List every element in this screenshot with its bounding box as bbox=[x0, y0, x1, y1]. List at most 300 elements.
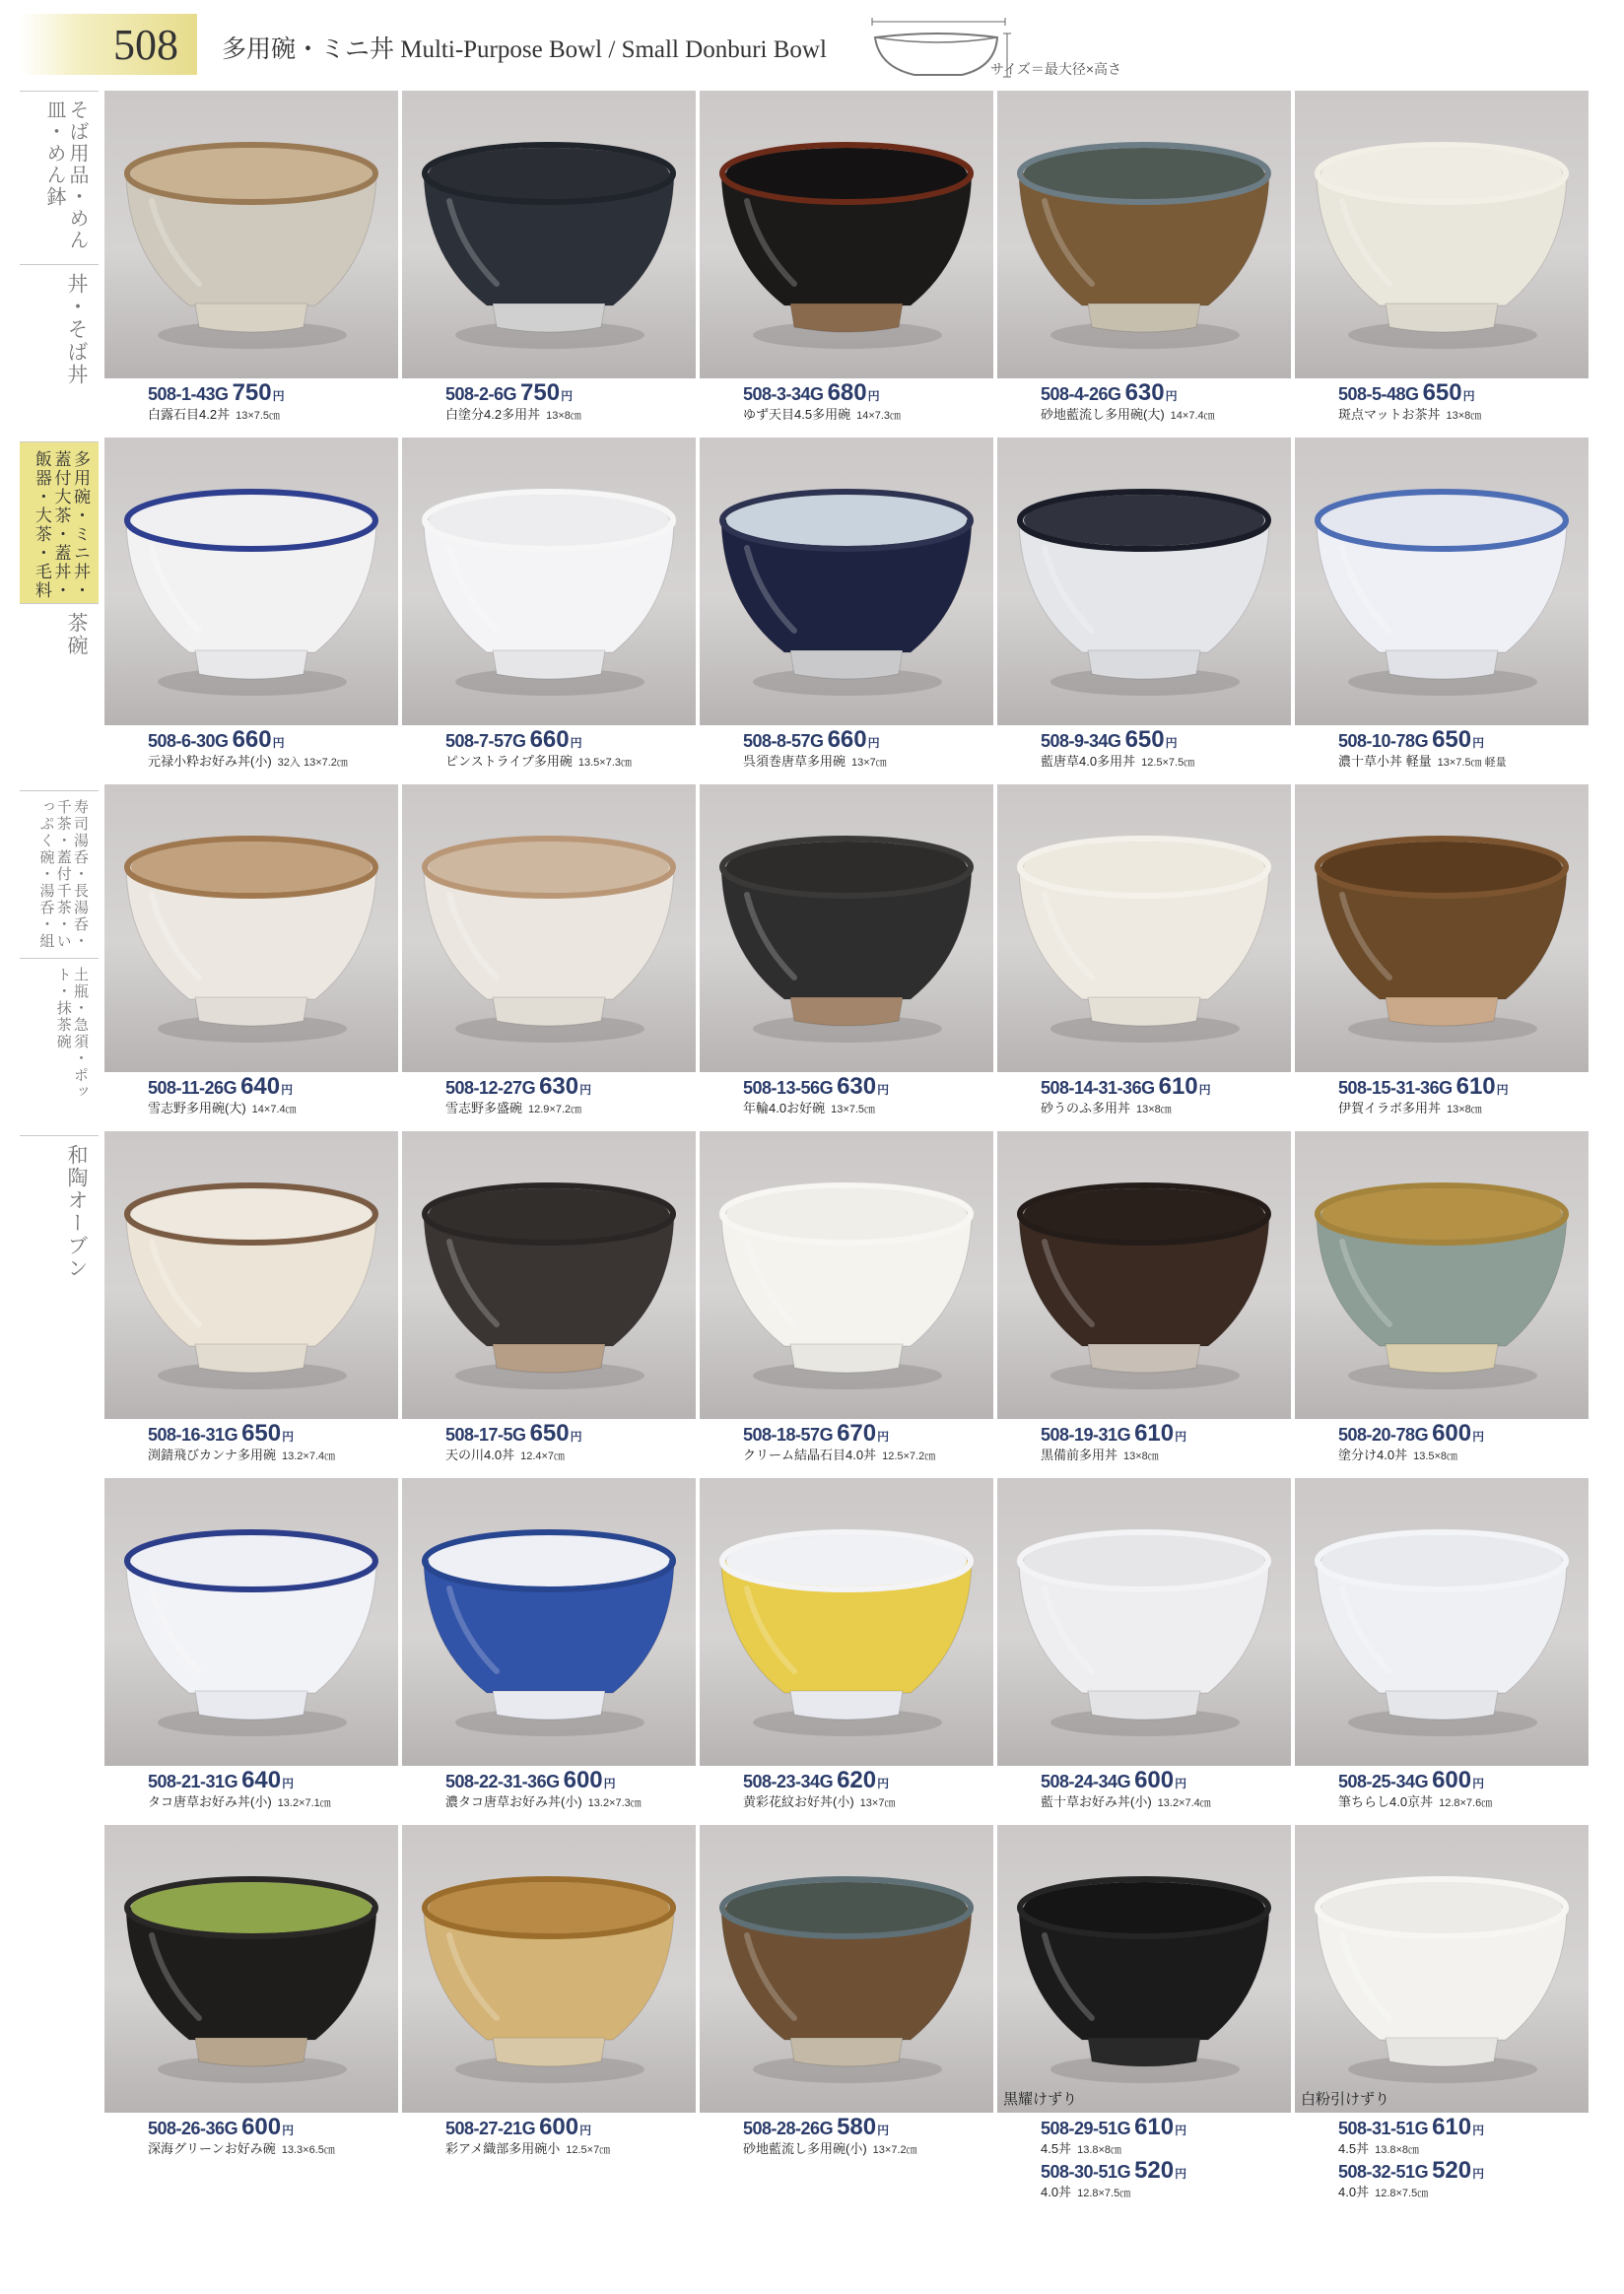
side-index bbox=[20, 91, 99, 1313]
bowl-foot bbox=[1386, 1691, 1498, 1720]
product-price: 750 bbox=[232, 379, 272, 406]
product-size: 14×7.3㎝ bbox=[856, 410, 902, 422]
product-caption bbox=[743, 1767, 993, 1811]
product-name-size bbox=[148, 1101, 398, 1117]
product-card[interactable] bbox=[104, 438, 398, 784]
product-code: 508-12-27G bbox=[445, 1078, 536, 1098]
product-name: 4.0丼 bbox=[1041, 2185, 1072, 2199]
product-card[interactable] bbox=[1295, 1478, 1589, 1825]
product-card[interactable] bbox=[402, 1131, 696, 1478]
yen-mark: 円 bbox=[1472, 1777, 1485, 1790]
product-code-price bbox=[743, 1420, 993, 1448]
bowl-interior bbox=[726, 148, 967, 199]
bowl-illustration bbox=[700, 1131, 993, 1419]
product-code: 508-1-43G bbox=[148, 384, 229, 404]
bowl-illustration bbox=[700, 1825, 993, 2113]
product-code-price bbox=[445, 726, 696, 754]
product-photo bbox=[997, 438, 1291, 725]
product-caption bbox=[1041, 2114, 1291, 2201]
page-number: 508 bbox=[113, 21, 178, 69]
product-code: 508-9-34G bbox=[1041, 731, 1121, 751]
product-caption bbox=[445, 1420, 696, 1464]
product-card[interactable] bbox=[1295, 1825, 1589, 2199]
product-card[interactable] bbox=[700, 438, 993, 784]
product-photo bbox=[104, 784, 398, 1072]
bowl-illustration bbox=[1295, 1131, 1589, 1419]
yen-mark: 円 bbox=[1198, 1083, 1211, 1097]
bowl-illustration bbox=[402, 438, 696, 725]
product-photo bbox=[402, 91, 696, 378]
bowl-interior bbox=[726, 842, 967, 893]
bowl-interior bbox=[726, 1535, 967, 1586]
product-code-price bbox=[1041, 379, 1291, 407]
product-photo bbox=[1295, 1478, 1589, 1766]
product-card[interactable] bbox=[104, 1478, 398, 1825]
product-code: 508-20-78G bbox=[1338, 1425, 1429, 1445]
product-photo bbox=[104, 91, 398, 378]
product-name: 濃十草小丼 軽量 bbox=[1338, 754, 1432, 769]
product-name: 4.5丼 bbox=[1338, 2141, 1370, 2156]
product-size: 13.5×7.3㎝ bbox=[577, 757, 632, 769]
yen-mark: 円 bbox=[867, 389, 880, 403]
product-card[interactable] bbox=[402, 91, 696, 438]
yen-mark: 円 bbox=[867, 736, 880, 750]
product-name-size bbox=[148, 2141, 398, 2158]
bowl-illustration bbox=[402, 1825, 696, 2113]
bowl-illustration bbox=[997, 1131, 1291, 1419]
bowl-interior bbox=[131, 148, 372, 199]
product-name: 彩アメ織部多用碗小 bbox=[445, 2141, 561, 2156]
bowl-illustration bbox=[700, 784, 993, 1072]
product-name: 元禄小粋お好み丼(小) bbox=[148, 754, 272, 769]
product-code-price bbox=[1338, 379, 1589, 407]
yen-mark: 円 bbox=[877, 1777, 890, 1790]
product-variant bbox=[1041, 2157, 1291, 2201]
product-photo bbox=[104, 1131, 398, 1419]
bowl-foot bbox=[1386, 2038, 1498, 2066]
product-code-price bbox=[1338, 1767, 1589, 1794]
product-price: 630 bbox=[837, 1073, 877, 1100]
yen-mark: 円 bbox=[603, 1777, 616, 1790]
product-code-price bbox=[743, 1767, 993, 1794]
product-code: 508-2-6G bbox=[445, 384, 517, 404]
product-photo bbox=[997, 1478, 1291, 1766]
bowl-interior bbox=[429, 495, 669, 546]
side-index-label: 多用碗・ミニ丼・蓋付大茶・蓋丼・飯器・大茶・毛料 bbox=[31, 450, 90, 600]
product-card[interactable] bbox=[700, 1478, 993, 1825]
product-photo bbox=[1295, 784, 1589, 1072]
product-name-size bbox=[1338, 1448, 1589, 1464]
product-price: 600 bbox=[241, 2114, 282, 2140]
bowl-foot bbox=[1386, 1344, 1498, 1373]
product-size: 12.8×7.6㎝ bbox=[1439, 1797, 1493, 1809]
product-photo bbox=[402, 438, 696, 725]
product-size: 13.8×8㎝ bbox=[1375, 2144, 1420, 2156]
product-name: 伊賀イラボ多用丼 bbox=[1338, 1101, 1442, 1115]
product-price: 610 bbox=[1158, 1073, 1198, 1100]
product-card[interactable] bbox=[997, 438, 1291, 784]
product-name-size bbox=[1041, 754, 1291, 771]
product-price: 650 bbox=[241, 1420, 282, 1447]
product-name-size bbox=[743, 1794, 993, 1811]
product-name-size bbox=[743, 2141, 993, 2158]
bowl-foot bbox=[1088, 1691, 1200, 1720]
product-code-price bbox=[148, 2114, 398, 2141]
product-photo bbox=[402, 784, 696, 1072]
bowl-foot bbox=[493, 2038, 605, 2066]
product-price: 640 bbox=[241, 1767, 282, 1793]
product-name: 深海グリーンお好み碗 bbox=[148, 2141, 276, 2156]
product-name: 斑点マットお茶丼 bbox=[1338, 407, 1441, 422]
product-name-size bbox=[148, 1794, 398, 1811]
product-photo bbox=[1295, 1825, 1589, 2113]
product-price: 640 bbox=[240, 1073, 281, 1100]
side-index-section[interactable] bbox=[20, 264, 99, 441]
product-price: 630 bbox=[1124, 379, 1165, 406]
product-price: 650 bbox=[529, 1420, 570, 1447]
bowl-interior bbox=[1024, 842, 1264, 893]
product-name-size bbox=[1338, 2141, 1589, 2158]
product-caption bbox=[743, 379, 993, 424]
product-code-price bbox=[445, 2114, 696, 2141]
product-card[interactable] bbox=[1295, 91, 1589, 438]
product-name-size bbox=[445, 1794, 696, 1811]
product-card[interactable] bbox=[997, 1825, 1291, 2199]
product-card[interactable] bbox=[1295, 784, 1589, 1131]
yen-mark: 円 bbox=[579, 1083, 592, 1097]
product-caption bbox=[743, 1420, 993, 1464]
product-caption bbox=[1041, 1420, 1291, 1464]
bowl-interior bbox=[131, 1882, 372, 1933]
product-card[interactable] bbox=[104, 784, 398, 1131]
side-index-label: 寿司湯呑・長湯呑・千茶・蓋付千茶・いっぷく碗・湯呑・組 bbox=[37, 799, 90, 950]
product-name-size bbox=[1338, 754, 1589, 771]
product-caption bbox=[148, 2114, 398, 2158]
product-card[interactable] bbox=[700, 91, 993, 438]
yen-mark: 円 bbox=[877, 1430, 890, 1444]
product-name: 白露石目4.2丼 bbox=[148, 407, 231, 422]
product-card[interactable] bbox=[700, 784, 993, 1131]
product-size: 12.8×7.5㎝ bbox=[1375, 2188, 1429, 2199]
product-photo bbox=[104, 1825, 398, 2113]
product-code-price bbox=[148, 1073, 398, 1101]
bowl-illustration bbox=[104, 438, 398, 725]
product-name-size-variant bbox=[1041, 2185, 1291, 2201]
yen-mark: 円 bbox=[1175, 2124, 1187, 2137]
product-code: 508-5-48G bbox=[1338, 384, 1419, 404]
product-price: 520 bbox=[1134, 2157, 1175, 2184]
product-price: 650 bbox=[1422, 379, 1462, 406]
product-code: 508-31-51G bbox=[1338, 2119, 1429, 2138]
product-name: ピンストライプ多用碗 bbox=[445, 754, 573, 769]
product-name: 黒備前多用丼 bbox=[1041, 1448, 1118, 1462]
product-name: 藍唐草4.0多用丼 bbox=[1041, 754, 1136, 769]
yen-mark: 円 bbox=[561, 389, 574, 403]
bowl-interior bbox=[1321, 495, 1562, 546]
product-name-size bbox=[1338, 1794, 1589, 1811]
product-name: 天の川4.0丼 bbox=[445, 1448, 515, 1462]
product-code: 508-19-31G bbox=[1041, 1425, 1131, 1445]
product-card[interactable] bbox=[402, 1825, 696, 2172]
product-code: 508-11-26G bbox=[148, 1078, 237, 1098]
product-size: 13×8㎝ bbox=[1446, 410, 1482, 422]
product-caption bbox=[148, 1767, 398, 1811]
product-name-size-variant bbox=[1338, 2185, 1589, 2201]
product-name-size bbox=[1041, 1101, 1291, 1117]
bowl-interior bbox=[1024, 1882, 1264, 1933]
product-caption bbox=[445, 2114, 696, 2158]
size-note: サイズ＝最大径×高さ bbox=[990, 61, 1122, 77]
side-index-label: そば用品・めん皿・めん鉢 bbox=[43, 100, 90, 251]
side-index-section[interactable] bbox=[20, 91, 99, 264]
product-photo bbox=[1295, 91, 1589, 378]
yen-mark: 円 bbox=[282, 2124, 295, 2137]
side-index-section[interactable] bbox=[20, 790, 99, 958]
bowl-interior bbox=[1024, 1535, 1264, 1586]
product-name-size bbox=[1041, 2141, 1291, 2158]
product-card[interactable] bbox=[104, 91, 398, 438]
yen-mark: 円 bbox=[272, 389, 285, 403]
product-price: 670 bbox=[837, 1420, 877, 1447]
product-code-price bbox=[1338, 1420, 1589, 1448]
bowl-interior bbox=[429, 842, 669, 893]
side-index-section[interactable] bbox=[20, 441, 99, 603]
bowl-illustration bbox=[104, 784, 398, 1072]
product-code: 508-21-31G bbox=[148, 1772, 238, 1791]
bowl-interior bbox=[1024, 495, 1264, 546]
bowl-illustration bbox=[997, 438, 1291, 725]
product-photo bbox=[700, 1825, 993, 2113]
product-card[interactable] bbox=[402, 438, 696, 784]
product-size: 12.5×7.5㎝ bbox=[1141, 757, 1195, 769]
bowl-foot bbox=[1088, 304, 1200, 332]
product-caption bbox=[445, 726, 696, 771]
bowl-illustration bbox=[997, 1825, 1291, 2113]
yen-mark: 円 bbox=[1175, 1777, 1187, 1790]
product-price: 610 bbox=[1134, 2114, 1175, 2140]
product-photo bbox=[700, 1131, 993, 1419]
product-size: 13×7.5㎝ bbox=[831, 1104, 876, 1115]
product-size: 32入 13×7.2㎝ bbox=[277, 757, 348, 769]
product-code-price bbox=[743, 2114, 993, 2141]
product-name: タコ唐草お好み丼(小) bbox=[148, 1794, 272, 1809]
bowl-interior bbox=[1024, 148, 1264, 199]
bowl-foot bbox=[790, 650, 903, 679]
product-name-size bbox=[1041, 1794, 1291, 1811]
product-caption bbox=[1041, 726, 1291, 771]
product-code: 508-24-34G bbox=[1041, 1772, 1131, 1791]
bowl-illustration bbox=[104, 1478, 398, 1766]
product-size: 13.8×8㎝ bbox=[1077, 2144, 1122, 2156]
product-name: 4.5丼 bbox=[1041, 2141, 1072, 2156]
product-code: 508-13-56G bbox=[743, 1078, 834, 1098]
product-price: 610 bbox=[1134, 1420, 1175, 1447]
bowl-foot bbox=[1386, 650, 1498, 679]
product-name: 筆ちらし4.0京丼 bbox=[1338, 1794, 1434, 1809]
bowl-illustration bbox=[1295, 438, 1589, 725]
side-index-section[interactable] bbox=[20, 1135, 99, 1313]
product-code-price bbox=[1041, 1420, 1291, 1448]
bowl-foot bbox=[493, 304, 605, 332]
product-price: 610 bbox=[1455, 1073, 1496, 1100]
product-name: 濃タコ唐草お好み丼(小) bbox=[445, 1794, 582, 1809]
product-card[interactable] bbox=[997, 91, 1291, 438]
bowl-interior bbox=[429, 1188, 669, 1240]
product-photo bbox=[1295, 1131, 1589, 1419]
product-size: 13.3×6.5㎝ bbox=[281, 2144, 335, 2156]
yen-mark: 円 bbox=[877, 1083, 890, 1097]
product-price: 620 bbox=[837, 1767, 877, 1793]
product-code-price bbox=[148, 1767, 398, 1794]
product-caption bbox=[445, 1073, 696, 1117]
product-photo bbox=[402, 1825, 696, 2113]
product-code: 508-7-57G bbox=[445, 731, 526, 751]
product-card[interactable] bbox=[402, 1478, 696, 1825]
product-size: 13×8㎝ bbox=[546, 410, 581, 422]
yen-mark: 円 bbox=[579, 2124, 592, 2137]
product-card[interactable] bbox=[997, 784, 1291, 1131]
bowl-interior bbox=[1321, 1535, 1562, 1586]
bowl-foot bbox=[195, 2038, 307, 2066]
product-size: 12.5×7㎝ bbox=[566, 2144, 611, 2156]
product-name-size bbox=[743, 1101, 993, 1117]
product-caption bbox=[148, 1420, 398, 1464]
bowl-foot bbox=[790, 2038, 903, 2066]
product-photo bbox=[402, 1478, 696, 1766]
product-name-size bbox=[148, 1448, 398, 1464]
bowl-foot bbox=[790, 1344, 903, 1373]
bowl-illustration bbox=[700, 91, 993, 378]
photo-note: 黒耀けずり bbox=[1003, 2091, 1078, 2108]
product-caption bbox=[1338, 1420, 1589, 1464]
bowl-illustration bbox=[402, 91, 696, 378]
product-name-size bbox=[445, 407, 696, 424]
product-code-price-variant bbox=[1041, 2157, 1291, 2185]
bowl-illustration bbox=[104, 91, 398, 378]
bowl-interior bbox=[131, 495, 372, 546]
bowl-interior bbox=[726, 1188, 967, 1240]
product-card[interactable] bbox=[1295, 438, 1589, 784]
side-index-label: 和陶オーブン bbox=[65, 1144, 89, 1280]
bowl-illustration bbox=[1295, 784, 1589, 1072]
product-card[interactable] bbox=[700, 1131, 993, 1478]
product-size: 13×8㎝ bbox=[1123, 1451, 1159, 1462]
product-card[interactable] bbox=[104, 1825, 398, 2172]
product-code-price bbox=[743, 379, 993, 407]
bowl-illustration bbox=[402, 1478, 696, 1766]
product-caption bbox=[1338, 1767, 1589, 1811]
yen-mark: 円 bbox=[570, 1430, 582, 1444]
product-name: 雪志野多用碗(大) bbox=[148, 1101, 246, 1115]
product-name-size bbox=[1338, 407, 1589, 424]
bowl-illustration bbox=[402, 784, 696, 1072]
product-code: 508-4-26G bbox=[1041, 384, 1121, 404]
side-index-section[interactable] bbox=[20, 603, 99, 790]
product-photo bbox=[104, 1478, 398, 1766]
product-code-price bbox=[1041, 1073, 1291, 1101]
product-name: 藍十草お好み丼(小) bbox=[1041, 1794, 1152, 1809]
yen-mark: 円 bbox=[1496, 1083, 1509, 1097]
product-name: 砂地藍流し多用碗(大) bbox=[1041, 407, 1165, 422]
product-photo bbox=[700, 91, 993, 378]
product-card[interactable] bbox=[1295, 1131, 1589, 1478]
product-size: 13×7㎝ bbox=[851, 757, 887, 769]
product-code-price bbox=[445, 379, 696, 407]
product-size: 13×8㎝ bbox=[1136, 1104, 1172, 1115]
bowl-foot bbox=[1386, 997, 1498, 1026]
product-photo bbox=[997, 1825, 1291, 2113]
product-code-price bbox=[148, 726, 398, 754]
product-card[interactable] bbox=[402, 784, 696, 1131]
bowl-illustration bbox=[700, 438, 993, 725]
product-price: 660 bbox=[232, 726, 272, 753]
product-size: 14×7.4㎝ bbox=[1170, 410, 1215, 422]
yen-mark: 円 bbox=[1472, 1430, 1485, 1444]
product-size: 12.9×7.2㎝ bbox=[528, 1104, 582, 1115]
product-card[interactable] bbox=[997, 1131, 1291, 1478]
bowl-foot bbox=[195, 1344, 307, 1373]
product-photo bbox=[104, 438, 398, 725]
product-size: 13×7.2㎝ bbox=[872, 2144, 917, 2156]
product-price: 600 bbox=[1432, 1767, 1472, 1793]
product-code: 508-15-31-36G bbox=[1338, 1078, 1453, 1098]
product-name: 4.0丼 bbox=[1338, 2185, 1370, 2199]
page-title: 多用碗・ミニ丼 Multi-Purpose Bowl / Small Donburi Bowl bbox=[222, 36, 827, 63]
product-name-size bbox=[1041, 1448, 1291, 1464]
side-index-section[interactable] bbox=[20, 958, 99, 1135]
product-size: 13.2×7.3㎝ bbox=[587, 1797, 642, 1809]
product-caption bbox=[743, 726, 993, 771]
product-caption bbox=[1041, 1767, 1291, 1811]
product-code-price bbox=[148, 379, 398, 407]
bowl-foot bbox=[790, 304, 903, 332]
product-card[interactable] bbox=[997, 1478, 1291, 1825]
product-photo bbox=[997, 91, 1291, 378]
bowl-foot bbox=[1088, 2038, 1200, 2066]
product-card[interactable] bbox=[104, 1131, 398, 1478]
product-code-price bbox=[445, 1420, 696, 1448]
yen-mark: 円 bbox=[1472, 2167, 1485, 2181]
product-code: 508-17-5G bbox=[445, 1425, 526, 1445]
bowl-illustration bbox=[104, 1825, 398, 2113]
side-index-label: 丼・そば丼 bbox=[65, 273, 89, 386]
yen-mark: 円 bbox=[1462, 389, 1475, 403]
product-card[interactable] bbox=[700, 1825, 993, 2172]
product-name-size bbox=[148, 407, 398, 424]
product-name: 雪志野多盛碗 bbox=[445, 1101, 523, 1115]
product-variant bbox=[1338, 2157, 1589, 2201]
yen-mark: 円 bbox=[281, 1083, 294, 1097]
product-code: 508-6-30G bbox=[148, 731, 229, 751]
bowl-foot bbox=[195, 650, 307, 679]
product-size: 13.2×7.4㎝ bbox=[282, 1451, 336, 1462]
bowl-illustration bbox=[104, 1131, 398, 1419]
product-size: 13×7.5㎝ bbox=[236, 410, 281, 422]
product-caption bbox=[1338, 726, 1589, 771]
product-name: 渕錆飛びカンナ多用碗 bbox=[148, 1448, 277, 1462]
bowl-interior bbox=[726, 495, 967, 546]
product-price: 650 bbox=[1124, 726, 1165, 753]
product-code: 508-18-57G bbox=[743, 1425, 834, 1445]
product-code: 508-26-36G bbox=[148, 2119, 238, 2138]
product-name-size bbox=[445, 2141, 696, 2158]
bowl-interior bbox=[429, 148, 669, 199]
page-header bbox=[20, 14, 1596, 79]
product-price: 520 bbox=[1432, 2157, 1472, 2184]
yen-mark: 円 bbox=[570, 736, 582, 750]
product-size: 13.2×7.1㎝ bbox=[277, 1797, 331, 1809]
product-code-price bbox=[445, 1073, 696, 1101]
